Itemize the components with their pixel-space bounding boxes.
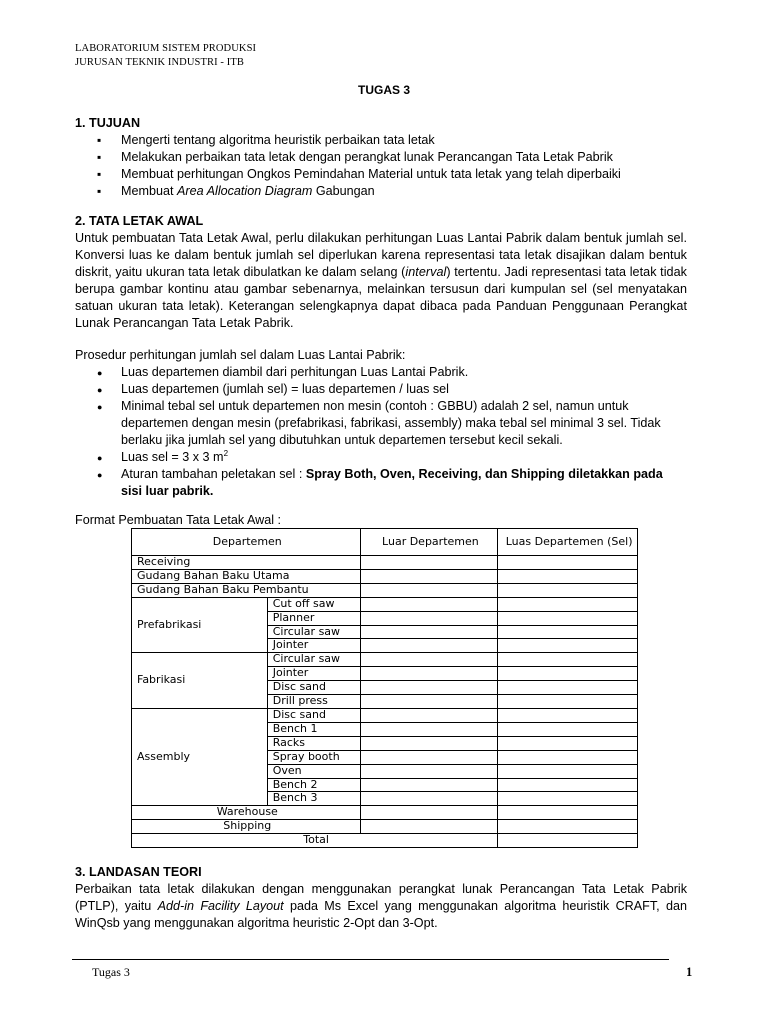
empty-cell <box>360 764 498 778</box>
empty-cell <box>360 667 498 681</box>
machine-cell: Jointer <box>267 667 360 681</box>
footer-divider <box>72 959 669 960</box>
paragraph-text: Perbaikan tata letak dilakukan dengan menggunakan perangkat lunak Perancangan Tata Letak Pabrik (PTLP), yaitu <box>75 882 687 913</box>
empty-cell <box>360 722 498 736</box>
paragraph-emphasis: Add-in Facility Layout <box>157 899 284 913</box>
empty-cell <box>498 834 638 848</box>
empty-cell <box>498 806 638 820</box>
table-row <box>132 569 638 583</box>
table-row <box>132 556 638 570</box>
paragraph-text: ) tertentu. Jadi representasi tata letak tidak berupa gambar kontinu atau gambar sebenarnya, melainkan tersusun dari kumpulan sel (sel menyatakan satuan ukuran tata letak). Keterangan selengkapnya dapat dibaca pada Panduan Penggunaan Perangkat Lunak Perancangan Tata Letak Pabrik. <box>75 265 688 330</box>
paragraph-emphasis: interval <box>405 265 447 279</box>
tata-letak-heading: 2. TATA LETAK AWAL <box>75 214 204 228</box>
empty-cell <box>360 625 498 639</box>
dept-cell: Warehouse <box>132 806 361 820</box>
empty-cell <box>498 708 638 722</box>
prosedur-list <box>75 364 687 500</box>
header-line-1: LABORATORIUM SISTEM PRODUKSI <box>75 43 257 54</box>
empty-cell <box>498 820 638 834</box>
empty-cell <box>360 736 498 750</box>
empty-cell <box>498 667 638 681</box>
list-item: ● Luas departemen diambil dari perhitungan Luas Lantai Pabrik. <box>75 364 687 381</box>
item-text: Membuat <box>121 184 177 198</box>
machine-cell: Cut off saw <box>267 597 360 611</box>
empty-cell <box>360 653 498 667</box>
empty-cell <box>498 611 638 625</box>
format-title-text: Format Pembuatan Tata Letak Awal : <box>75 513 282 527</box>
list-item: ● Luas departemen (jumlah sel) = luas departemen / luas sel <box>75 381 687 398</box>
machine-cell: Circular saw <box>267 653 360 667</box>
list-item <box>75 183 687 200</box>
aturan-text: Aturan tambahan peletakan sel : <box>121 467 306 481</box>
table-row <box>132 806 638 820</box>
machine-cell: Jointer <box>267 639 360 653</box>
empty-cell <box>498 750 638 764</box>
tata-letak-paragraph <box>75 230 687 332</box>
machine-cell: Drill press <box>267 695 360 709</box>
dept-cell: Receiving <box>132 556 361 570</box>
dept-group-cell: Fabrikasi <box>132 653 268 709</box>
dept-cell: Gudang Bahan Baku Pembantu <box>132 583 361 597</box>
empty-cell <box>360 556 498 570</box>
prosedur-block <box>75 347 687 500</box>
machine-cell: Bench 2 <box>267 778 360 792</box>
empty-cell <box>498 722 638 736</box>
section-tata-letak-awal <box>75 213 687 332</box>
luas-sel-superscript: 2 <box>223 448 229 458</box>
machine-cell: Bench 1 <box>267 722 360 736</box>
lab-header <box>75 42 256 70</box>
machine-cell: Circular saw <box>267 625 360 639</box>
empty-cell <box>498 778 638 792</box>
list-item <box>75 466 687 500</box>
empty-cell <box>498 695 638 709</box>
empty-cell <box>360 806 498 820</box>
paragraph-text: pada Ms Excel yang menggunakan algoritma heuristik CRAFT, dan WinQsb yang menggunakan algoritma heuristic 2-Opt dan 3-Opt. <box>75 899 687 930</box>
dept-group-cell: Assembly <box>132 708 268 805</box>
section-tujuan <box>75 115 687 200</box>
machine-cell: Oven <box>267 764 360 778</box>
empty-cell <box>360 708 498 722</box>
dept-cell: Shipping <box>132 820 361 834</box>
list-item: ▪ Melakukan perbaikan tata letak dengan perangkat lunak Perancangan Tata Letak Pabrik <box>75 149 687 166</box>
empty-cell <box>360 695 498 709</box>
header-line-2: JURUSAN TEKNIK INDUSTRI - ITB <box>75 57 244 68</box>
footer-label: Tugas 3 <box>92 965 130 979</box>
machine-cell: Disc sand <box>267 708 360 722</box>
tujuan-heading: 1. TUJUAN <box>75 116 141 130</box>
empty-cell <box>498 569 638 583</box>
table-row <box>132 820 638 834</box>
list-item: ● Minimal tebal sel untuk departemen non mesin (contoh : GBBU) adalah 2 sel, namun untuk departemen dengan mesin (prefabrikasi, fabrikasi, assembly) maka tebal sel minimal 3 sel. Tidak berlaku jika jumlah sel yang dibutuhkan untuk departemen tersebut kecil sekali. <box>75 398 687 449</box>
empty-cell <box>498 639 638 653</box>
machine-cell: Planner <box>267 611 360 625</box>
total-cell: Total <box>132 834 498 848</box>
format-title <box>75 512 687 529</box>
machine-cell: Spray booth <box>267 750 360 764</box>
empty-cell <box>498 653 638 667</box>
table-total-row <box>132 834 638 848</box>
list-item: ▪ Membuat perhitungan Ongkos Pemindahan Material untuk tata letak yang telah diperbaiki <box>75 166 687 183</box>
document-title: TUGAS 3 <box>357 83 410 97</box>
empty-cell <box>360 820 498 834</box>
list-item: ▪ Mengerti tentang algoritma heuristik perbaikan tata letak <box>75 132 687 149</box>
item-emphasis: Area Allocation Diagram <box>177 184 313 198</box>
machine-cell: Disc sand <box>267 681 360 695</box>
list-item <box>75 449 687 466</box>
landasan-paragraph <box>75 881 687 932</box>
column-header: Departemen <box>132 529 361 556</box>
table-row <box>132 583 638 597</box>
empty-cell <box>498 764 638 778</box>
empty-cell <box>498 625 638 639</box>
empty-cell <box>360 778 498 792</box>
landasan-heading: 3. LANDASAN TEORI <box>75 865 202 879</box>
empty-cell <box>498 556 638 570</box>
empty-cell <box>498 681 638 695</box>
paragraph-text: Untuk pembuatan Tata Letak Awal, perlu dilakukan perhitungan Luas Lantai Pabrik dalam bentuk jumlah sel. Konversi luas ke dalam bentuk jumlah sel diperlukan karena representasi tata letak disajikan dalam bentuk diskrit, yaitu ukuran tata letak dibulatkan ke dalam selang ( <box>75 231 687 279</box>
item-text: Gabungan <box>312 184 375 198</box>
empty-cell <box>360 597 498 611</box>
dept-cell: Gudang Bahan Baku Utama <box>132 569 361 583</box>
empty-cell <box>360 569 498 583</box>
empty-cell <box>360 611 498 625</box>
table-row <box>132 653 638 667</box>
tujuan-list <box>75 132 687 200</box>
dept-group-cell: Prefabrikasi <box>132 597 268 653</box>
column-header: Luas Departemen (Sel) <box>498 529 638 556</box>
empty-cell <box>498 792 638 806</box>
empty-cell <box>360 681 498 695</box>
table-row <box>132 708 638 722</box>
section-landasan-teori <box>75 864 687 932</box>
empty-cell <box>360 792 498 806</box>
luas-sel-text: Luas sel = 3 x 3 m <box>121 450 224 464</box>
empty-cell <box>498 583 638 597</box>
table-row <box>132 597 638 611</box>
machine-cell: Bench 3 <box>267 792 360 806</box>
machine-cell: Racks <box>267 736 360 750</box>
aturan-bold: Spray Both, Oven, Receiving, dan Shipping diletakkan pada sisi luar pabrik. <box>121 467 663 498</box>
table-header-row <box>132 529 638 556</box>
empty-cell <box>360 750 498 764</box>
layout-format-table <box>131 528 638 848</box>
empty-cell <box>498 736 638 750</box>
empty-cell <box>498 597 638 611</box>
prosedur-title: Prosedur perhitungan jumlah sel dalam Luas Lantai Pabrik: <box>75 348 406 362</box>
column-header: Luar Departemen <box>360 529 498 556</box>
empty-cell <box>360 639 498 653</box>
page-number: 1 <box>686 965 693 979</box>
empty-cell <box>360 583 498 597</box>
